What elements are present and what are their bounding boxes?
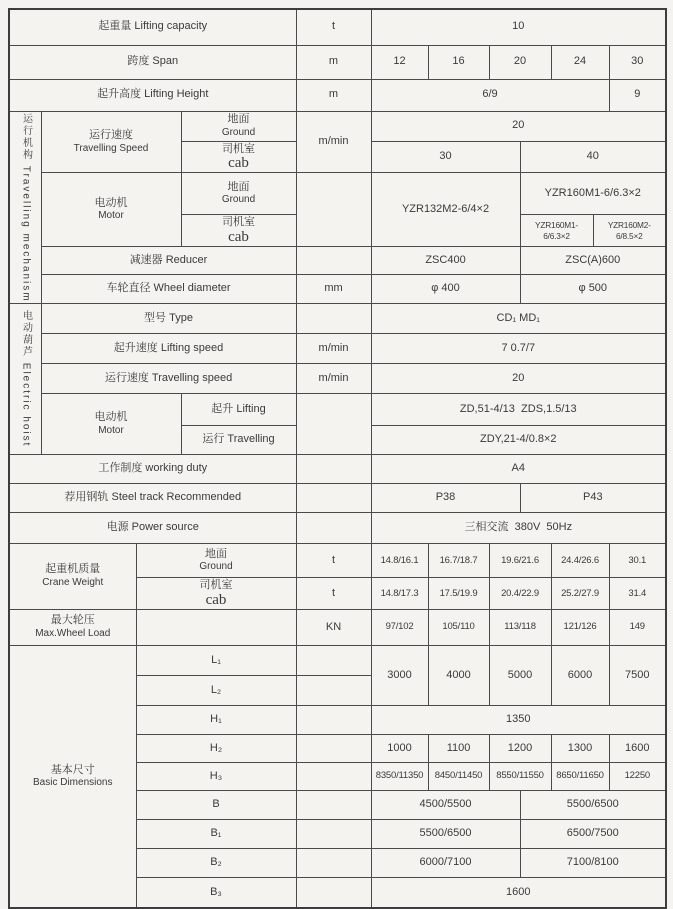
sub-label-cab-subtext: cab (228, 155, 249, 172)
table-row (9, 111, 666, 141)
value-cell (428, 645, 489, 705)
value-cell-text: CD₁ MD₁ (496, 311, 541, 324)
value-cell-text: φ 500 (578, 282, 608, 295)
table-row (9, 304, 666, 334)
unit-cell-text: m/min (318, 371, 349, 384)
value-cell-text: 8550/11550 (496, 770, 544, 782)
row-label-motor-subtext: Motor (98, 210, 124, 222)
sub-label-L2-text: L₂ (210, 683, 222, 696)
value-cell-text: P43 (582, 491, 603, 504)
unit-cell (296, 334, 371, 364)
unit-cell-text: m/min (318, 135, 349, 147)
sub-label-empty (136, 609, 296, 645)
row-label-lifting-height (9, 79, 296, 111)
sub-label-B1 (136, 819, 296, 848)
value-cell (371, 790, 520, 819)
sub-label-cab (181, 215, 296, 247)
value-cell-text: 14.8/17.3 (380, 587, 419, 599)
value-cell (371, 455, 666, 484)
sub-label-cab-subtext: cab (205, 591, 227, 608)
table-row (9, 513, 666, 544)
table-row (9, 334, 666, 364)
value-cell (371, 609, 428, 645)
value-cell-text: 1300 (567, 741, 593, 754)
unit-cell (296, 848, 371, 877)
value-cell-text: 149 (629, 621, 645, 633)
unit-cell (296, 513, 371, 544)
sub-label-L1-text: L₁ (211, 653, 221, 666)
value-cell-text: 6000/7100 (419, 856, 472, 869)
row-label-basic-dimensions-text: 基本尺寸 (50, 763, 95, 776)
row-label-span (9, 45, 296, 79)
crane-spec-table (8, 8, 667, 909)
row-label-wheel-diameter-text: 车轮直径 Wheel diameter (106, 282, 231, 295)
value-cell-text: 1000 (387, 741, 412, 754)
sub-label-ground-subtext: Ground (221, 126, 256, 138)
value-cell-text: 5000 (507, 668, 533, 681)
row-label-steel-track (9, 484, 296, 513)
value-cell (371, 173, 520, 247)
sub-label-B2 (136, 848, 296, 877)
value-cell-text: 1100 (446, 741, 471, 754)
unit-cell (296, 734, 371, 762)
value-cell (371, 45, 428, 79)
row-label-hoist-motor-text: 电动机 (94, 411, 128, 424)
value-cell-text: 19.6/21.6 (501, 554, 539, 566)
value-cell (371, 79, 609, 111)
row-label-hoist-travelling-speed-text: 运行速度 Travelling speed (104, 371, 233, 384)
value-cell-text: 三相交流 380V 50Hz (464, 521, 573, 534)
sub-label-ground-text: 地面 (227, 112, 250, 125)
row-label-wheel-diameter (41, 275, 296, 304)
table-row (9, 9, 666, 45)
row-label-lifting-capacity (9, 9, 296, 45)
sub-label-cab (136, 578, 296, 610)
value-cell (428, 734, 489, 762)
value-cell-text: 14.8/16.1 (380, 554, 419, 566)
value-cell-text: 7 0.7/7 (501, 341, 536, 354)
value-cell-text: 31.4 (628, 587, 647, 599)
value-cell-text: φ 400 (431, 282, 460, 295)
unit-cell-text: t (331, 20, 336, 33)
value-cell (551, 544, 609, 578)
value-cell (371, 141, 520, 173)
value-cell (520, 790, 666, 819)
value-cell (428, 609, 489, 645)
value-cell (489, 734, 551, 762)
table-row (9, 247, 666, 275)
value-cell-text: 113/118 (504, 621, 536, 633)
value-cell (520, 819, 666, 848)
row-label-working-duty-text: 工作制度 working duty (98, 462, 208, 475)
value-cell (520, 141, 666, 173)
sub-label-ground-subtext: Ground (199, 561, 233, 573)
value-cell (371, 9, 666, 45)
unit-cell (296, 578, 371, 610)
value-cell (371, 877, 666, 908)
value-cell (371, 762, 428, 790)
value-cell (428, 544, 489, 578)
unit-cell (296, 364, 371, 394)
unit-cell-text: m (328, 88, 339, 101)
value-cell (520, 247, 666, 275)
value-cell-text: 6500/7500 (566, 827, 619, 840)
group-label-electric-hoist (9, 304, 41, 455)
value-cell-text: 30.1 (628, 554, 647, 566)
value-cell-text: P38 (435, 491, 456, 504)
sub-label-B2-text: B₂ (210, 856, 222, 869)
table-row (9, 394, 666, 426)
value-cell-text: YZR160M1-6/6.3×2 (544, 186, 641, 199)
sub-label-lifting-text: 起升 Lifting (211, 402, 266, 415)
value-cell (551, 578, 609, 610)
sub-label-H1 (136, 705, 296, 734)
value-cell-text: 4000 (446, 668, 471, 681)
sub-label-ground (181, 111, 296, 141)
value-cell (371, 334, 666, 364)
unit-cell-text: m (328, 55, 339, 68)
value-cell (371, 304, 666, 334)
value-cell (520, 215, 593, 247)
value-cell (489, 544, 551, 578)
row-label-basic-dimensions (9, 645, 136, 908)
sub-label-cab (181, 141, 296, 173)
value-cell-text: 1600 (625, 741, 650, 754)
row-label-hoist-motor (41, 394, 181, 455)
value-cell (371, 364, 666, 394)
sub-label-cab-subtext: cab (228, 229, 249, 246)
value-cell (551, 734, 609, 762)
spec-sheet (0, 8, 673, 898)
row-label-motor (41, 173, 181, 247)
value-cell-text: YZR132M2-6/4×2 (401, 202, 490, 215)
row-label-working-duty (9, 455, 296, 484)
row-label-lifting-speed-text: 起升速度 Lifting speed (113, 341, 224, 354)
value-cell-text: ZDY,21-4/0.8×2 (480, 433, 557, 446)
value-cell (489, 609, 551, 645)
value-cell-text: 9 (634, 88, 641, 101)
value-cell-text: 25.2/27.9 (561, 587, 599, 599)
value-cell-text: 97/102 (385, 621, 414, 633)
sub-label-H3 (136, 762, 296, 790)
row-label-power-source (9, 513, 296, 544)
unit-cell (296, 484, 371, 513)
unit-cell (296, 762, 371, 790)
row-label-basic-dimensions-subtext: Basic Dimensions (33, 777, 113, 789)
unit-cell (296, 394, 371, 455)
table-row (9, 45, 666, 79)
row-label-hoist-motor-subtext: Motor (98, 424, 124, 436)
row-label-reducer-text: 减速器 Reducer (129, 253, 208, 266)
value-cell (371, 544, 428, 578)
value-cell (371, 513, 666, 544)
value-cell (609, 762, 666, 790)
sub-label-lifting (181, 394, 296, 426)
value-cell-text: 20.4/22.9 (501, 587, 539, 599)
sub-label-H3-text: H₃ (209, 769, 223, 782)
table-row (9, 645, 666, 675)
value-cell-text: 24 (573, 55, 587, 68)
row-label-type-text: 型号 Type (144, 311, 193, 324)
value-cell-text: 6/9 (482, 88, 498, 101)
sub-label-ground (181, 173, 296, 215)
value-cell (489, 645, 551, 705)
value-cell (609, 578, 666, 610)
unit-cell (296, 675, 371, 705)
value-cell-text: 20 (513, 55, 527, 68)
value-cell (609, 734, 666, 762)
sub-label-B3-text: B₃ (210, 885, 222, 898)
sub-label-B1-text: B₁ (210, 827, 222, 840)
unit-cell-text: m/min (318, 341, 349, 354)
sub-label-B3 (136, 877, 296, 908)
row-label-crane-weight-text: 起重机质量 (45, 563, 101, 576)
unit-cell (296, 111, 371, 173)
row-label-motor-text: 电动机 (94, 196, 128, 209)
value-cell (371, 275, 520, 304)
row-label-span-text: 跨度 Span (127, 55, 179, 68)
value-cell (489, 762, 551, 790)
value-cell (551, 609, 609, 645)
value-cell (371, 484, 520, 513)
row-label-crane-weight-subtext: Crane Weight (42, 577, 104, 589)
value-cell (371, 734, 428, 762)
value-cell-text: 20 (512, 119, 525, 132)
row-label-crane-weight (9, 544, 136, 610)
sub-label-H2-text: H₂ (209, 741, 223, 754)
table-row (9, 275, 666, 304)
value-cell (489, 578, 551, 610)
unit-cell (296, 877, 371, 908)
row-label-lifting-capacity-text: 起重量 Lifting capacity (98, 20, 208, 33)
row-label-max-wheel-load (9, 609, 136, 645)
value-cell (428, 762, 489, 790)
row-label-lifting-speed (41, 334, 296, 364)
value-cell (371, 848, 520, 877)
value-cell (371, 705, 666, 734)
unit-cell (296, 609, 371, 645)
value-cell (520, 275, 666, 304)
group-label-travelling-mechanism-text: 运行机构 Travelling mechanism (20, 112, 32, 303)
sub-label-cab-text: 司机室 (222, 216, 255, 229)
unit-cell (296, 275, 371, 304)
value-cell-text: 8350/11350 (375, 770, 424, 782)
sub-label-ground-text: 地面 (205, 547, 227, 560)
table-row (9, 609, 666, 645)
value-cell-text: 30 (439, 150, 452, 162)
value-cell-text: 12 (393, 55, 406, 68)
value-cell-text: 121/126 (563, 621, 597, 633)
value-cell (551, 645, 609, 705)
row-label-reducer (41, 247, 296, 275)
value-cell (428, 45, 489, 79)
value-cell (428, 578, 489, 610)
sub-label-ground-subtext: Ground (221, 194, 256, 206)
unit-cell-text: mm (324, 282, 343, 295)
value-cell-text: 12250 (624, 770, 650, 782)
sub-label-L2 (136, 675, 296, 705)
value-cell-text: 1600 (506, 885, 531, 898)
value-cell (551, 762, 609, 790)
unit-cell (296, 455, 371, 484)
value-cell (520, 173, 666, 215)
value-cell-text: 20 (512, 371, 525, 384)
unit-cell (296, 79, 371, 111)
value-cell-text: 16.7/18.7 (439, 554, 478, 566)
table-row (9, 364, 666, 394)
value-cell (371, 578, 428, 610)
sub-label-cab-text: 司机室 (222, 142, 255, 155)
value-cell (609, 45, 666, 79)
row-label-travelling-speed (41, 111, 181, 173)
row-label-travelling-speed-subtext: Travelling Speed (73, 142, 149, 154)
unit-cell-text: t (331, 586, 336, 599)
sub-label-H2 (136, 734, 296, 762)
unit-cell (296, 819, 371, 848)
row-label-type (41, 304, 296, 334)
value-cell-text: 30 (631, 55, 644, 68)
group-label-travelling-mechanism (9, 111, 41, 304)
spec-table-body (9, 9, 666, 908)
value-cell-text: 8650/11650 (556, 770, 604, 782)
sub-label-ground-text: 地面 (227, 180, 250, 193)
unit-cell (296, 9, 371, 45)
value-cell-text: 24.4/26.6 (561, 554, 599, 566)
value-cell (371, 819, 520, 848)
value-cell-text: YZR160M2-6/8.5×2 (607, 220, 651, 241)
value-cell-text: A4 (511, 462, 526, 475)
table-row (9, 484, 666, 513)
value-cell-text: 1350 (506, 713, 531, 726)
unit-cell (296, 544, 371, 578)
table-row (9, 79, 666, 111)
unit-cell (296, 45, 371, 79)
value-cell-text: 6000 (567, 668, 593, 681)
unit-cell (296, 790, 371, 819)
value-cell-text: 1200 (507, 741, 533, 754)
unit-cell (296, 304, 371, 334)
unit-cell (296, 645, 371, 675)
row-label-steel-track-text: 荐用钢轨 Steel track Recommended (64, 491, 242, 504)
value-cell-text: 5500/6500 (419, 827, 472, 840)
unit-cell-text: KN (325, 620, 342, 633)
row-label-hoist-travelling-speed (41, 364, 296, 394)
value-cell (551, 45, 609, 79)
value-cell-text: 5500/6500 (566, 798, 619, 811)
row-label-travelling-speed-text: 运行速度 (89, 128, 133, 141)
value-cell (609, 645, 666, 705)
value-cell (489, 45, 551, 79)
value-cell (371, 426, 666, 455)
value-cell (593, 215, 666, 247)
value-cell-text: 105/110 (442, 621, 475, 633)
row-label-max-wheel-load-subtext: Max.Wheel Load (35, 628, 111, 640)
value-cell (520, 848, 666, 877)
table-row (9, 455, 666, 484)
value-cell-text: ZD,51-4/13 ZDS,1.5/13 (459, 402, 577, 415)
value-cell-text: YZR160M1-6/6.3×2 (535, 220, 578, 241)
value-cell-text: ZSC400 (425, 253, 466, 266)
row-label-lifting-height-text: 起升高度 Lifting Height (97, 88, 209, 101)
sub-label-ground (136, 544, 296, 578)
value-cell (609, 609, 666, 645)
unit-cell (296, 247, 371, 275)
value-cell-text: 8450/11450 (434, 770, 483, 782)
value-cell (371, 247, 520, 275)
unit-cell-text: t (331, 553, 336, 566)
sub-label-cab-text: 司机室 (199, 579, 233, 592)
value-cell-text: 7100/8100 (566, 856, 619, 869)
sub-label-travelling (181, 426, 296, 455)
group-label-electric-hoist-text: 电动葫芦 Electric hoist (20, 310, 32, 448)
row-label-max-wheel-load-text: 最大轮压 (50, 614, 95, 627)
sub-label-B-text: B (212, 798, 220, 811)
row-label-power-source-text: 电源 Power source (106, 521, 199, 534)
value-cell (520, 484, 666, 513)
value-cell (371, 645, 428, 705)
value-cell (371, 394, 666, 426)
unit-cell (296, 173, 371, 247)
unit-cell (296, 705, 371, 734)
sub-label-B (136, 790, 296, 819)
sub-label-L1 (136, 645, 296, 675)
value-cell (371, 111, 666, 141)
value-cell-text: 17.5/19.9 (439, 587, 478, 599)
value-cell-text: 4500/5500 (419, 798, 472, 811)
table-row (9, 173, 666, 215)
sub-label-travelling-text: 运行 Travelling (202, 433, 275, 446)
value-cell-text: 7500 (625, 668, 650, 681)
value-cell-text: ZSC(A)600 (565, 253, 621, 266)
value-cell-text: 3000 (387, 668, 412, 681)
value-cell-text: 16 (452, 55, 465, 68)
sub-label-H1-text: H₁ (210, 713, 222, 726)
value-cell-text: 40 (586, 150, 599, 162)
value-cell-text: 10 (512, 20, 525, 33)
value-cell (609, 544, 666, 578)
table-row (9, 544, 666, 578)
value-cell (609, 79, 666, 111)
